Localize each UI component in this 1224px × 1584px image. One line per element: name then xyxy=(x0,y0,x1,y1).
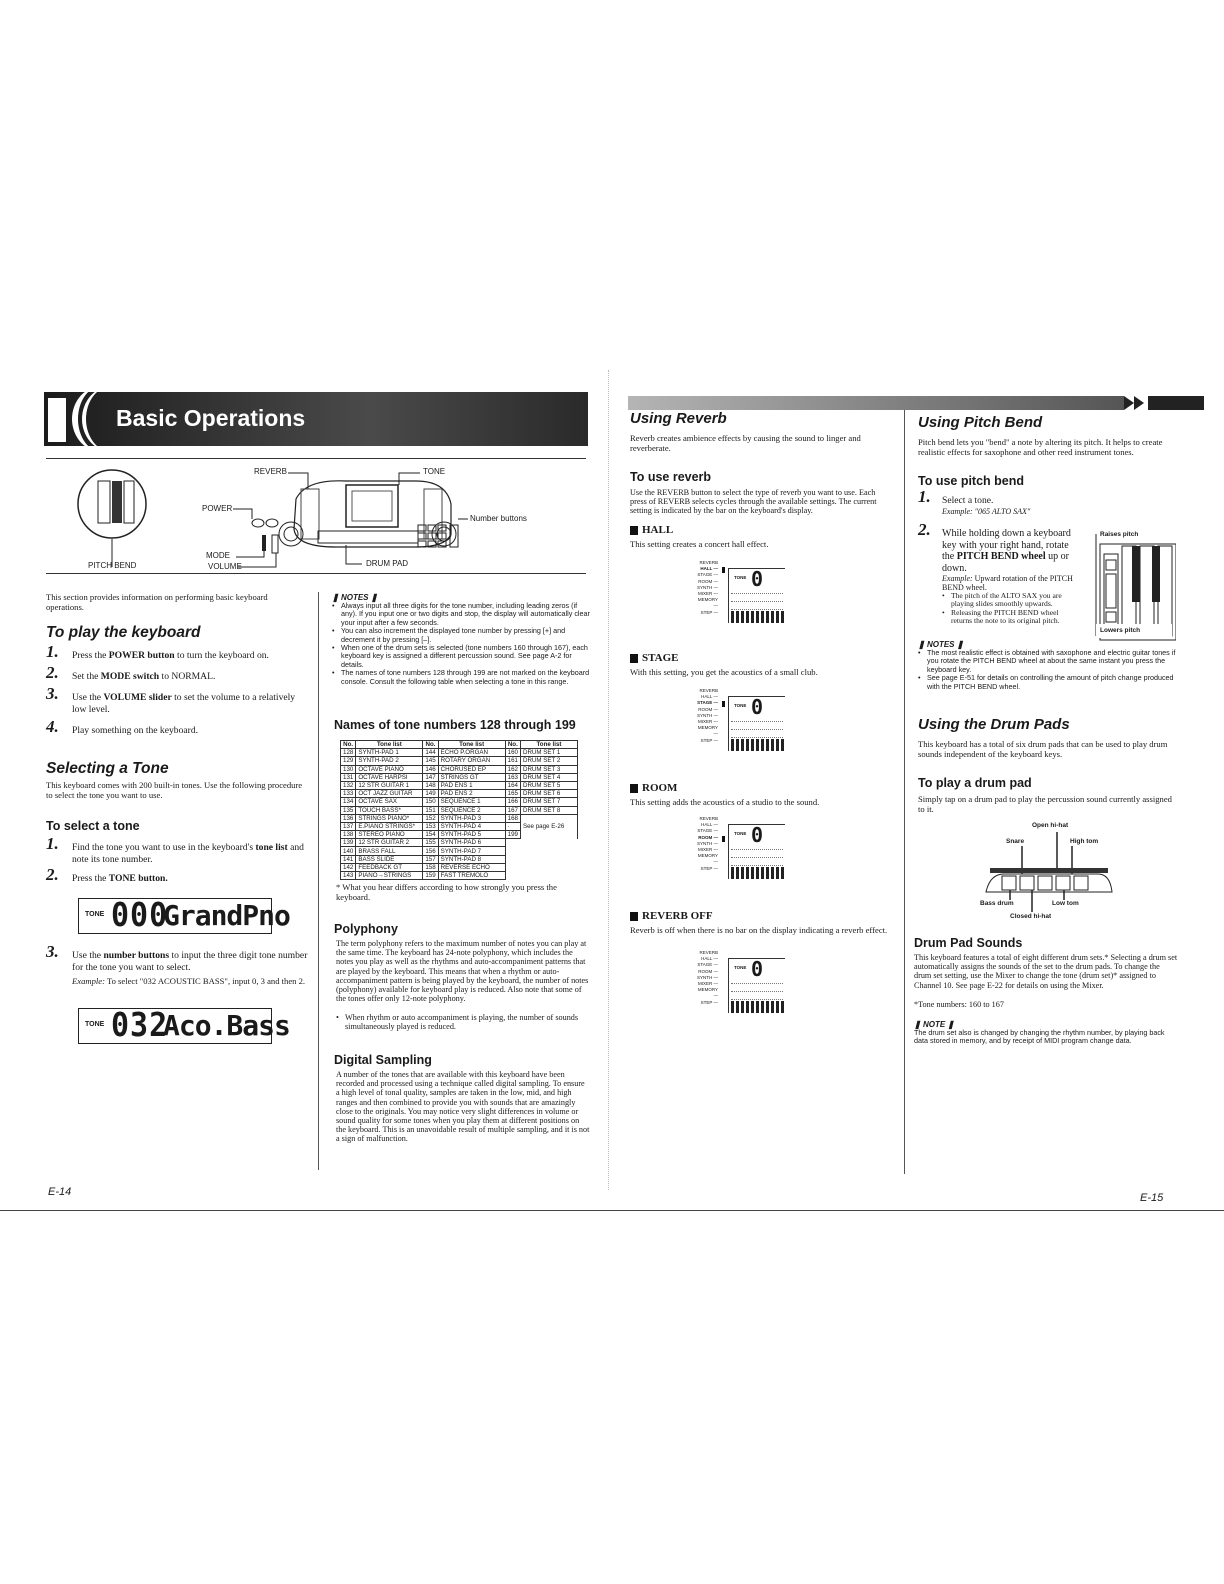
mode-switch-icon xyxy=(262,535,266,551)
table-cell: 153 xyxy=(423,822,438,830)
reverb-display-rule xyxy=(731,729,783,730)
selecting-intro: This keyboard comes with 200 built-in tones. Use the following procedure to select the tone you want to use. xyxy=(46,780,303,800)
table-cell: SYNTH-PAD 6 xyxy=(438,839,505,847)
reverb-display-label: MEMORY — xyxy=(697,725,718,737)
table-row xyxy=(341,814,578,822)
table-cell: OCTAVE HARPSI xyxy=(356,773,423,781)
reverb-display-label: ROOM — xyxy=(698,968,718,974)
reverb-display-label: STEP — xyxy=(700,609,718,615)
reverb-display-keys-icon xyxy=(731,611,785,623)
reverb-active-bar-icon xyxy=(722,567,725,573)
drum-pad-illustration xyxy=(980,822,1120,924)
table-cell: STRINGS PIANO* xyxy=(356,814,423,822)
intro-text: This section provides information on performing basic keyboard operations. xyxy=(46,592,268,612)
table-cell: REVERSE ECHO xyxy=(438,863,505,871)
table-row xyxy=(341,781,578,789)
pitch-notes: ❚ NOTES ❚ • The most realistic effect is obtained with saxophone and electric guitar tones if you rotate the PITCH BEND wheel at about the same instant you press the keyboard key. • See page E-51 for details on controlling the amount of pitch change produced with the PITCH BEND wheel. xyxy=(918,640,1180,691)
reverb-display-label: ROOM — xyxy=(698,706,718,712)
drum-intro: This keyboard has a total of six drum pads that can be used to play drum sounds independent of the keyboard keys. xyxy=(918,739,1168,759)
reverb-display-label: ROOM — xyxy=(698,578,718,584)
lowers-pitch-label: Lowers pitch xyxy=(1100,627,1141,634)
table-cell: TOUCH BASS* xyxy=(356,806,423,814)
table-cell: 147 xyxy=(423,773,438,781)
reverb-display-rule xyxy=(731,865,783,866)
reverb-display-label: HALL — xyxy=(701,956,718,962)
header-arrow-icon xyxy=(1124,396,1134,410)
table-cell: SYNTH-PAD 5 xyxy=(438,831,505,839)
reverb-display-rule xyxy=(731,857,783,858)
table-header-cell: Tone list xyxy=(356,741,423,749)
pad-low-tom: Low tom xyxy=(1052,900,1079,907)
tone-display-1 xyxy=(78,896,290,935)
select-step-3: 3. Use the number buttons to input the three digit tone number for the tone you want to select. xyxy=(46,942,308,973)
power-button-icon xyxy=(252,519,264,527)
table-cell: OCTAVE PIANO xyxy=(356,765,423,773)
table-row xyxy=(341,790,578,798)
drum-play-text: Simply tap on a drum pad to play the percussion sound currently assigned to it. xyxy=(918,794,1172,814)
step-4: 4. Play something on the keyboard. xyxy=(46,717,199,736)
table-row xyxy=(341,872,578,880)
table-cell: 129 xyxy=(341,757,356,765)
table-cell: OCTAVE SAX xyxy=(356,798,423,806)
table-cell: SEQUENCE 2 xyxy=(438,806,505,814)
table-cell: 154 xyxy=(423,831,438,839)
table-row xyxy=(341,757,578,765)
notes-block xyxy=(332,593,590,686)
table-cell: 136 xyxy=(341,814,356,822)
table-header-cell: Tone list xyxy=(438,741,505,749)
note-item: • See page E-51 for details on controlling the amount of pitch change produced with the PITCH BEND wheel. xyxy=(918,674,1180,691)
notes-title: ❚ NOTES ❚ xyxy=(332,593,378,602)
reverb-display-digit: 0 xyxy=(751,957,764,981)
table-cell: 144 xyxy=(423,749,438,757)
reverb-display-label: MEMORY — xyxy=(697,597,718,609)
play-steps xyxy=(46,642,308,737)
reverb-display-rule xyxy=(731,721,783,722)
table-cell xyxy=(505,847,520,855)
table-cell: 152 xyxy=(423,814,438,822)
reverb-display-label: MEMORY — xyxy=(697,987,718,999)
reverb-display-tone: TONE xyxy=(734,965,747,970)
table-cell: 134 xyxy=(341,798,356,806)
table-cell: SYNTH-PAD 3 xyxy=(438,814,505,822)
polyphony-bullets xyxy=(336,1013,590,1031)
heading-polyphony: Polyphony xyxy=(334,922,398,936)
table-cell: 148 xyxy=(423,781,438,789)
reverb-display-label: MEMORY — xyxy=(697,853,718,865)
reverb-display-labels xyxy=(694,950,718,1006)
table-cell: 131 xyxy=(341,773,356,781)
note-item: • The names of tone numbers 128 through 199 are not marked on the keyboard console. Consult the following table when selecting a tone in this range. xyxy=(332,669,590,686)
table-cell xyxy=(520,814,577,822)
reverb-display-rule xyxy=(731,983,783,984)
page-title: Basic Operations xyxy=(116,405,306,431)
keyboard-diagram xyxy=(46,458,586,574)
table-row xyxy=(341,847,578,855)
header-bar-end xyxy=(1148,396,1204,410)
heading-using-pitch-bend: Using Pitch Bend xyxy=(918,414,1043,431)
reverb-display-screen xyxy=(728,824,785,879)
step-2: 2. Set the MODE switch to NORMAL. xyxy=(46,663,216,682)
pad-snare: Snare xyxy=(1006,838,1025,845)
table-cell: 135 xyxy=(341,806,356,814)
table-cell: SYNTH-PAD 4 xyxy=(438,822,505,830)
table-cell: ECHO P.ORGAN xyxy=(438,749,505,757)
reverb-display-label: STAGE — xyxy=(697,700,718,706)
reverb-display-label: SYNTH — xyxy=(696,712,718,718)
table-cell: DRUM SET 3 xyxy=(520,765,577,773)
reverb-display-label: STAGE — xyxy=(697,572,718,578)
table-cell: 145 xyxy=(423,757,438,765)
reverb-display-label: MIXER — xyxy=(697,719,718,725)
table-cell: DRUM SET 8 xyxy=(520,806,577,814)
polyphony-text: The term polyphony refers to the maximum number of notes you can play at the same time. The keyboard has 24-note polyphony, which includes the notes you play as well as the rhythms and auto-accompaniment patterns that are played by the keyboard. This means that when a rhythm or auto-accompaniment pattern is being played by the keyboard, the number of notes (polyphony) available for keyboard play is reduced. Also note that some of the tones offer only 12-note polyphony. xyxy=(336,939,589,1004)
table-cell: · xyxy=(505,822,520,830)
page-number-right: E-15 xyxy=(1140,1192,1164,1204)
table-row xyxy=(341,773,578,781)
table-cell: BASS SLIDE xyxy=(356,855,423,863)
reverb-display-keys-icon xyxy=(731,1001,785,1013)
reverb-display-label: STAGE — xyxy=(697,962,718,968)
column-divider xyxy=(904,410,905,1174)
table-row xyxy=(341,798,578,806)
table-cell: 167 xyxy=(505,806,520,814)
table-cell: DRUM SET 2 xyxy=(520,757,577,765)
pitch-step-2: 2. While holding down a keyboard key with your right hand, rotate the PITCH BEND wheel up or down. Example: Upward rotation of the PITCH BEND wheel. • The pitch of the ALTO SAX you are playing slides smoothly upwards. • Releasing the PITCH BEND wheel returns the note to its original pitch. xyxy=(918,528,1080,626)
reverb-display-label: REVERB xyxy=(699,688,718,693)
square-bullet-icon xyxy=(630,654,638,663)
table-cell: SYNTH-PAD 1 xyxy=(356,749,423,757)
section-banner xyxy=(44,392,588,446)
table-cell: DRUM SET 6 xyxy=(520,790,577,798)
header-arrow2-icon xyxy=(1134,396,1144,410)
table-cell xyxy=(520,872,577,880)
tone-display-number: 000 xyxy=(111,896,169,935)
table-cell: 137 xyxy=(341,822,356,830)
reverb-display-label: HALL — xyxy=(701,694,718,700)
table-cell xyxy=(505,839,520,847)
square-bullet-icon xyxy=(630,784,638,793)
mode-hall: HALL This setting creates a concert hall effect. xyxy=(630,524,769,549)
table-cell: 163 xyxy=(505,773,520,781)
notes-list xyxy=(332,602,590,686)
reverb-display-label: ROOM — xyxy=(698,834,718,840)
reverb-display xyxy=(694,688,786,754)
note-item: • When one of the drum sets is selected (tone numbers 160 through 167), each keyboard key is assigned a different percussion sound. See page A-2 for details. xyxy=(332,644,590,669)
table-header-cell: Tone list xyxy=(520,741,577,749)
tone-display-name: Aco.Bass xyxy=(163,1009,290,1042)
table-cell: 149 xyxy=(423,790,438,798)
drum-sounds-footnote: *Tone numbers: 160 to 167 xyxy=(914,1000,1004,1009)
table-cell: 199 xyxy=(505,831,520,839)
heading-play-keyboard: To play the keyboard xyxy=(46,624,201,641)
polyphony-bullet: • When rhythm or auto accompaniment is playing, the number of sounds simultaneously played is reduced. xyxy=(336,1013,590,1031)
table-cell: 130 xyxy=(341,765,356,773)
table-cell: 146 xyxy=(423,765,438,773)
table-row xyxy=(341,855,578,863)
label-drum-pad: DRUM PAD xyxy=(366,559,409,568)
reverb-intro: Reverb creates ambience effects by causing the sound to linger and reverberate. xyxy=(630,433,861,453)
table-header-cell: No. xyxy=(341,741,356,749)
table-cell: 156 xyxy=(423,847,438,855)
heading-using-drum-pads: Using the Drum Pads xyxy=(918,716,1070,733)
table-cell: 161 xyxy=(505,757,520,765)
table-cell xyxy=(520,831,577,839)
table-cell: 166 xyxy=(505,798,520,806)
reverb-display-label: STEP — xyxy=(700,865,718,871)
table-row xyxy=(341,806,578,814)
table-row xyxy=(341,839,578,847)
step-3: 3. Use the VOLUME slider to set the volume to a relatively low level. xyxy=(46,684,296,715)
drum-note: ❚ NOTE ❚ The drum set also is changed by changing the rhythm number, by playing back data stored in memory, and by receipt of MIDI program change data. xyxy=(914,1020,1165,1046)
heading-select-tone: To select a tone xyxy=(46,819,140,833)
reverb-display-rule xyxy=(731,849,783,850)
label-reverb: REVERB xyxy=(254,467,287,476)
table-cell: PAD ENS 1 xyxy=(438,781,505,789)
table-cell: 139 xyxy=(341,839,356,847)
table-cell: 138 xyxy=(341,831,356,839)
right-header-bar xyxy=(628,396,1124,410)
table-cell xyxy=(505,872,520,880)
reverb-active-bar-icon xyxy=(722,701,725,707)
table-cell: DRUM SET 5 xyxy=(520,781,577,789)
square-bullet-icon xyxy=(630,526,638,535)
column-divider xyxy=(318,592,319,1170)
raises-pitch-label: Raises pitch xyxy=(1100,531,1139,538)
reverb-display-tone: TONE xyxy=(734,831,747,836)
reverb-display-rule xyxy=(731,999,783,1000)
table-cell: OCT JAZZ GUITAR xyxy=(356,790,423,798)
reverb-use-text: Use the REVERB button to select the type of reverb you want to use. Each press of REVERB selects cycles through the available settings. The current setting is indicated by the bar on the keyboard's display. xyxy=(630,488,877,516)
select-example: Example: To select "032 ACOUSTIC BASS", input 0, 3 and then 2. xyxy=(72,976,306,986)
table-cell: BRASS FALL xyxy=(356,847,423,855)
reverb-display-label: HALL — xyxy=(700,566,718,572)
label-volume: VOLUME xyxy=(208,562,242,571)
page-number-left: E-14 xyxy=(48,1186,72,1198)
bottom-rule xyxy=(0,1210,1224,1211)
table-cell: E.PIANO STRINGS* xyxy=(356,822,423,830)
table-cell: STRINGS GT xyxy=(438,773,505,781)
table-cell: ROTARY ORGAN xyxy=(438,757,505,765)
reverb-display-label: SYNTH — xyxy=(696,840,718,846)
table-cell: 12 STR GUITAR 1 xyxy=(356,781,423,789)
table-cell xyxy=(520,847,577,855)
page-gutter xyxy=(608,370,610,1190)
note-item: • Always input all three digits for the tone number, including leading zeros (if any). If you input one or two digits and stop, the display will automatically clear your input after a few seconds. xyxy=(332,602,590,627)
reverb-display-rule xyxy=(731,609,783,610)
reverb-display-labels xyxy=(694,688,718,744)
mode-reverb-off: REVERB OFF Reverb is off when there is no bar on the display indicating a reverb effect. xyxy=(630,910,888,935)
table-cell: See page E-26 xyxy=(520,822,577,830)
pitch-wheel-illustration xyxy=(1092,530,1176,642)
table-cell: CHORUSED EP xyxy=(438,765,505,773)
table-cell: SEQUENCE 1 xyxy=(438,798,505,806)
label-mode: MODE xyxy=(206,551,230,560)
table-cell: 158 xyxy=(423,863,438,871)
note-item: • The most realistic effect is obtained with saxophone and electric guitar tones if you rotate the PITCH BEND wheel at about the same instant you press the keyboard key. xyxy=(918,649,1180,674)
table-cell: 157 xyxy=(423,855,438,863)
label-number-buttons: Number buttons xyxy=(470,514,527,523)
table-cell xyxy=(505,863,520,871)
reverb-display xyxy=(694,816,786,882)
table-header-cell: No. xyxy=(423,741,438,749)
table-cell: SYNTH-PAD 7 xyxy=(438,847,505,855)
table-cell: SYNTH-PAD 2 xyxy=(356,757,423,765)
table-cell: 143 xyxy=(341,872,356,880)
heading-tone-names: Names of tone numbers 128 through 199 xyxy=(334,718,576,732)
tone-table xyxy=(340,740,590,880)
pad-closed-hihat: Closed hi-hat xyxy=(1010,913,1052,920)
pitch-step-1: 1. Select a tone. Example: "065 ALTO SAX" xyxy=(918,487,1031,516)
reverb-display-screen xyxy=(728,696,785,751)
table-row xyxy=(341,831,578,839)
reverb-display-labels xyxy=(694,560,718,616)
step-1: 1. Press the POWER button to turn the keyboard on. xyxy=(46,642,269,661)
table-cell: 150 xyxy=(423,798,438,806)
tone-display-name: GrandPno xyxy=(163,899,290,932)
table-cell: STEREO PIANO xyxy=(356,831,423,839)
heading-digital-sampling: Digital Sampling xyxy=(334,1053,432,1067)
reverb-display xyxy=(694,560,786,626)
drum-sounds-text: This keyboard features a total of eight different drum sets.* Selecting a drum set automatically assigns the sounds of the set to the drum pads. To change the drum set setting, use the Mixer to change the tone (drum set)* assigned to Channel 10. See page E-22 for details on using the Mixer. xyxy=(914,953,1178,990)
table-cell: FAST TREMOLO xyxy=(438,872,505,880)
table-row xyxy=(341,749,578,757)
table-cell: 168 xyxy=(505,814,520,822)
heading-drum-pad-sounds: Drum Pad Sounds xyxy=(914,936,1023,950)
heading-using-reverb: Using Reverb xyxy=(630,410,727,427)
table-cell: PIANO→STRINGS xyxy=(356,872,423,880)
reverb-display-label: REVERB xyxy=(699,816,718,821)
reverb-display-keys-icon xyxy=(731,739,785,751)
table-cell: 12 STR GUITAR 2 xyxy=(356,839,423,847)
label-pitch-bend: PITCH BEND xyxy=(88,561,137,570)
reverb-display-tone: TONE xyxy=(734,575,747,580)
label-power: POWER xyxy=(202,504,233,513)
pad-bass-drum: Bass drum xyxy=(980,900,1014,907)
heading-selecting-tone: Selecting a Tone xyxy=(46,760,169,777)
reverb-display-keys-icon xyxy=(731,867,785,879)
reverb-display-rule xyxy=(731,593,783,594)
reverb-active-bar-icon xyxy=(722,836,725,842)
table-cell: 141 xyxy=(341,855,356,863)
table-cell: 159 xyxy=(423,872,438,880)
select-step-2: 2. Press the TONE button. xyxy=(46,865,168,884)
table-cell: DRUM SET 4 xyxy=(520,773,577,781)
reverb-display-label: SYNTH — xyxy=(696,974,718,980)
table-cell: PAD ENS 2 xyxy=(438,790,505,798)
reverb-display-digit: 0 xyxy=(751,695,764,719)
reverb-display-label: HALL — xyxy=(701,822,718,828)
reverb-display-label: STEP — xyxy=(700,999,718,1005)
reverb-display-tone: TONE xyxy=(734,703,747,708)
reverb-display-screen xyxy=(728,568,785,623)
reverb-display-rule xyxy=(731,601,783,602)
table-cell xyxy=(520,855,577,863)
table-cell: 162 xyxy=(505,765,520,773)
table-cell: DRUM SET 1 xyxy=(520,749,577,757)
reverb-display-label: SYNTH — xyxy=(696,584,718,590)
reverb-display-label: MIXER — xyxy=(697,847,718,853)
reverb-display-rule xyxy=(731,991,783,992)
pitch-intro: Pitch bend lets you "bend" a note by altering its pitch. It helps to create realistic effects for saxophone and other reed instrument tones. xyxy=(918,437,1163,457)
heading-use-reverb: To use reverb xyxy=(630,470,712,484)
pitch-bullet: • The pitch of the ALTO SAX you are playing slides smoothly upwards. xyxy=(942,592,1080,609)
table-cell: 151 xyxy=(423,806,438,814)
sampling-text: A number of the tones that are available with this keyboard have been recorded and processed using a technique called digital sampling. To ensure a high level of tonal quality, samples are taken in the low, mid, and high ranges and then combined to provide you with sounds that are amazingly close to the originals. You may notice very slight differences in volume or sound quality for some tones when you play them at different positions on the keyboard. This is an unavoidable result of multiple sampling, and it is not a sign of malfunction. xyxy=(336,1070,590,1144)
table-cell: 165 xyxy=(505,790,520,798)
table-cell: 164 xyxy=(505,781,520,789)
mode-stage: STAGE With this setting, you get the acoustics of a small club. xyxy=(630,652,818,677)
table-row xyxy=(341,863,578,871)
asterisk-note: * What you hear differs according to how strongly you press the keyboard. xyxy=(336,882,557,902)
table-cell: DRUM SET 7 xyxy=(520,798,577,806)
table-cell: 160 xyxy=(505,749,520,757)
table-row xyxy=(341,765,578,773)
table-cell xyxy=(520,839,577,847)
table-cell: 132 xyxy=(341,781,356,789)
heading-play-drum-pad: To play a drum pad xyxy=(918,776,1032,790)
table-cell: SYNTH-PAD 8 xyxy=(438,855,505,863)
reverb-display-label: REVERB xyxy=(699,950,718,955)
reverb-display xyxy=(694,950,786,1016)
table-header-cell: No. xyxy=(505,741,520,749)
square-bullet-icon xyxy=(630,912,638,921)
table-cell xyxy=(505,855,520,863)
reverb-display-digit: 0 xyxy=(751,823,764,847)
table-cell: 142 xyxy=(341,863,356,871)
table-header-row xyxy=(341,741,578,749)
pitch-bullet: • Releasing the PITCH BEND wheel returns the note to its original pitch. xyxy=(942,609,1080,626)
table-cell: 155 xyxy=(423,839,438,847)
reverb-display-label: STEP — xyxy=(700,737,718,743)
reverb-display-digit: 0 xyxy=(751,567,764,591)
table-cell: FEEDBACK GT xyxy=(356,863,423,871)
reverb-display-screen xyxy=(728,958,785,1013)
note-item: • You can also increment the displayed tone number by pressing [+] and decrement it by pressing [–]. xyxy=(332,627,590,644)
table-cell: 140 xyxy=(341,847,356,855)
reverb-display-label: MIXER — xyxy=(697,981,718,987)
table-cell xyxy=(520,863,577,871)
pad-open-hihat: Open hi-hat xyxy=(1032,822,1069,829)
label-tone: TONE xyxy=(423,467,446,476)
table-row xyxy=(341,822,578,830)
heading-use-pitch-bend: To use pitch bend xyxy=(918,474,1025,488)
table-cell: 133 xyxy=(341,790,356,798)
volume-slider-icon xyxy=(272,535,278,553)
drum-pads-icon xyxy=(986,874,1112,892)
tone-display-label: TONE xyxy=(85,911,105,918)
tone-table-grid xyxy=(340,740,578,880)
tone-display-label: TONE xyxy=(85,1021,105,1028)
pitch-wheel-svg xyxy=(1092,530,1176,642)
tone-display-2 xyxy=(78,1006,290,1045)
reverb-display-label: STAGE — xyxy=(697,828,718,834)
reverb-display-rule xyxy=(731,737,783,738)
drum-pad-svg xyxy=(980,822,1120,924)
tone-display-number: 032 xyxy=(111,1006,169,1045)
banner-tab-icon xyxy=(48,398,66,442)
reverb-display-label: MIXER — xyxy=(697,591,718,597)
mode-room: ROOM This setting adds the acoustics of a studio to the sound. xyxy=(630,782,820,807)
reverb-display-label: REVERB xyxy=(699,560,718,565)
select-step-1: 1. Find the tone you want to use in the keyboard's tone list and note its tone number. xyxy=(46,834,304,865)
table-cell: 128 xyxy=(341,749,356,757)
pad-high-tom: High tom xyxy=(1070,838,1099,845)
reverb-display-labels xyxy=(694,816,718,872)
